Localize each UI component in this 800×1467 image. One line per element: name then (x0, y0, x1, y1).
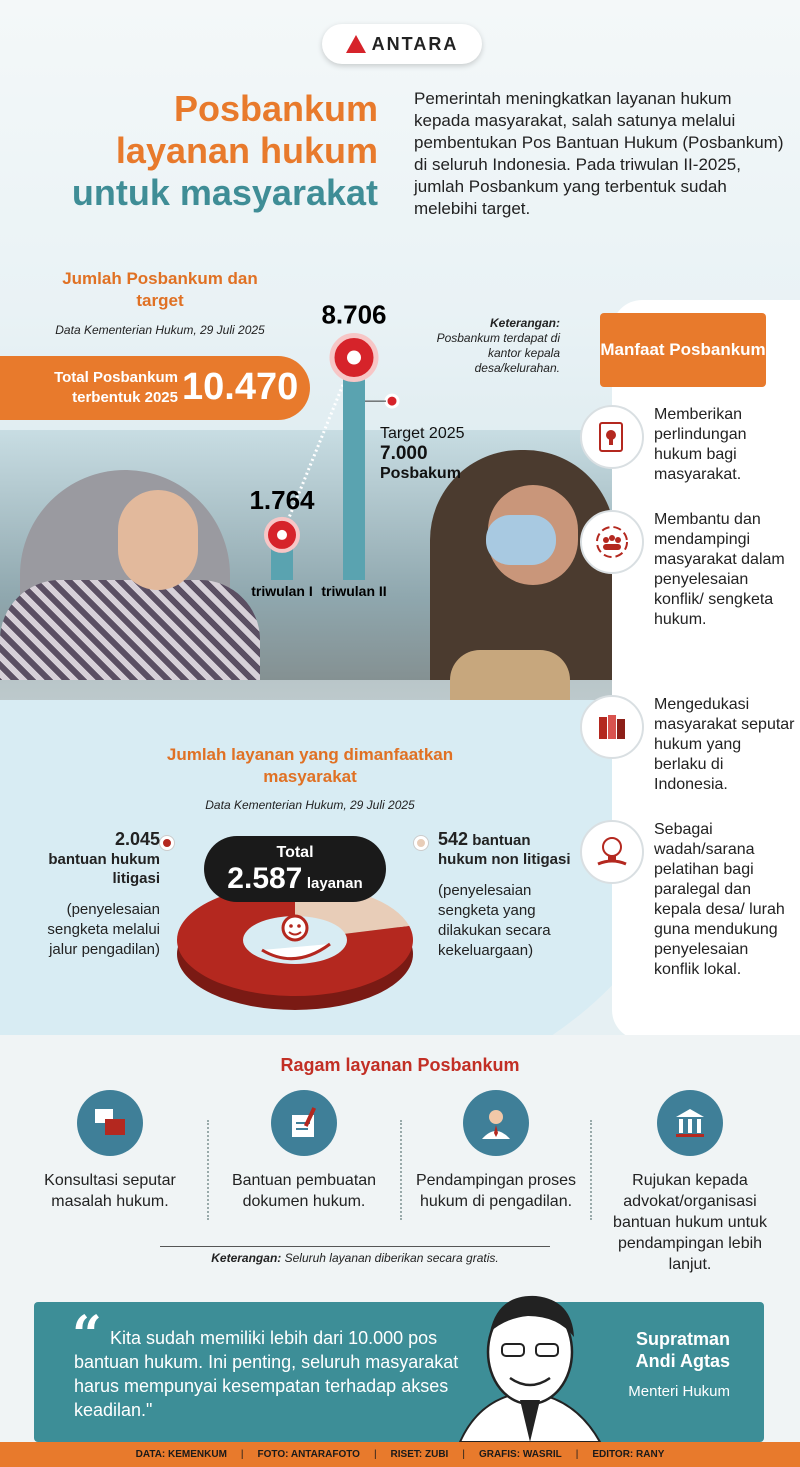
title-line-2: layanan hukum (115, 130, 378, 171)
nonlitigasi-desc: (penyelesaian sengketa yang dilakukan secara kekeluargaan) (438, 882, 551, 959)
page-title (0, 88, 378, 214)
ragam-note (160, 1246, 550, 1265)
antara-triangle-icon (346, 35, 366, 53)
ragam-divider (207, 1120, 209, 1220)
credit-editor: EDITOR: RANY (592, 1449, 665, 1460)
bar-value-triwulan-2: 8.706 (321, 299, 387, 330)
litigasi-block (40, 830, 160, 960)
litigasi-value: 2.045 (114, 829, 160, 849)
lawyer-person-icon (463, 1090, 529, 1156)
ragam-note-label: Keterangan: (211, 1251, 282, 1265)
speaker-portrait (440, 1282, 615, 1442)
quote-text (74, 1326, 474, 1422)
manfaat-text-2: Membantu dan mendampingi masyarakat dalam penyelesaian konflik/ sengketa hukum. (654, 511, 785, 628)
nonlitigasi-block (438, 830, 578, 961)
nonlitigasi-name-b: hukum non litigasi (438, 851, 571, 868)
target-unit: Posbakum (380, 465, 461, 482)
layanan-total-value: 2.587 (227, 862, 303, 895)
manfaat-text-1: Memberikan perlindungan hukum bagi masyarakat. (654, 406, 747, 483)
quote-mark-icon: “ (72, 1305, 102, 1366)
manfaat-title: Manfaat Posbankum (600, 313, 766, 387)
ragam-title: Ragam layanan Posbankum (280, 1055, 520, 1075)
category-label-triwulan-1: triwulan I (251, 583, 313, 599)
courthouse-icon (657, 1090, 723, 1156)
layanan-total-unit: layanan (306, 875, 363, 892)
antara-logo (322, 24, 482, 64)
litigasi-name: bantuan hukum litigasi (48, 851, 160, 887)
credit-data: DATA: KEMENKUM (135, 1449, 227, 1460)
chart-note-text: Posbankum terdapat di kantor kepala desa/kelurahan. (436, 331, 560, 375)
litigasi-legend-dot (160, 836, 174, 850)
intro-paragraph: Pemerintah meningkatkan layanan hukum kepada masyarakat, salah satunya melalui pembentukan Pos Bantuan Hukum (Posbankum) di seluruh Indonesia. Pada triwulan II-2025, jumlah Posbankum yang terbentuk sudah melebihi target. (414, 89, 784, 218)
layanan-total-label: Total (276, 844, 314, 861)
layanan-total-badge (204, 836, 386, 902)
speaker-name: Supratman Andi Agtas (635, 1329, 730, 1371)
ragam-divider (590, 1120, 592, 1220)
total-label: Total Posbankum terbentuk 2025 (54, 369, 178, 406)
ragam-text-2: Bantuan pembuatan dokumen hukum. (231, 1172, 377, 1210)
credits-footer: DATA: KEMENKUM | FOTO: ANTARAFOTO | RISET: ZUBI | GRAFIS: WASRIL | EDITOR: RANY (0, 1442, 800, 1467)
ragam-item (406, 1090, 586, 1212)
credit-foto: FOTO: ANTARAFOTO (257, 1449, 360, 1460)
ragam-text-1: Konsultasi seputar masalah hukum. (44, 1172, 176, 1210)
manfaat-text-3: Mengedukasi masyarakat seputar hukum yang berlaku di Indonesia. (654, 696, 795, 793)
lightbulb-hand-icon (580, 820, 644, 884)
title-line-3: untuk masyarakat (71, 172, 378, 213)
bar-value-triwulan-1: 1.764 (249, 484, 315, 515)
total-value: 10.470 (182, 366, 299, 408)
target-value: 7.000 (380, 443, 428, 464)
consultation-bubbles-icon (77, 1090, 143, 1156)
ragam-divider (400, 1120, 402, 1220)
title-line-1: Posbankum (173, 88, 378, 129)
speaker-block (612, 1328, 730, 1401)
law-books-icon (580, 695, 644, 759)
credit-riset: RISET: ZUBI (390, 1449, 449, 1460)
chart-source: Data Kementerian Hukum, 29 Juli 2025 (55, 323, 265, 337)
bar-triwulan-2 (343, 358, 365, 580)
bar-marker-inner-triwulan-2 (347, 351, 361, 365)
book-shield-icon (580, 405, 644, 469)
target-marker (386, 395, 398, 407)
speaker-role: Menteri Hukum (628, 1383, 730, 1400)
nonlitigasi-name-a: bantuan (472, 832, 531, 849)
ragam-text-4: Rujukan kepada advokat/organisasi bantuan hukum untuk pendampingan lebih lanjut. (613, 1172, 767, 1273)
ragam-text-3: Pendampingan proses hukum di pengadilan. (415, 1172, 577, 1210)
ragam-note-text: Seluruh layanan diberikan secara gratis. (284, 1251, 499, 1265)
chart-note-title: Keterangan: (489, 316, 560, 330)
target-label: Target 2025 (380, 425, 465, 442)
nonlitigasi-legend-dot (414, 836, 428, 850)
manfaat-text-4: Sebagai wadah/sarana pelatihan bagi paralegal dan kepala desa/ lurah guna mendukung penyelesaian konflik lokal. (654, 821, 785, 978)
logo-text: ANTARA (371, 33, 459, 54)
ragam-item (600, 1090, 780, 1275)
document-pen-icon (271, 1090, 337, 1156)
layanan-title: Jumlah layanan yang dimanfaatkan masyarakat (166, 745, 454, 786)
bar-marker-inner-triwulan-1 (277, 530, 287, 540)
ragam-item (20, 1090, 200, 1212)
nonlitigasi-value: 542 (438, 829, 469, 849)
quote-body: Kita sudah memiliki lebih dari 10.000 pos bantuan hukum. Ini penting, seluruh masyarakat harus mempunyai kesempatan terhadap akses keadilan." (74, 1328, 459, 1420)
credit-grafis: GRAFIS: WASRIL (478, 1449, 562, 1460)
chart-title: Jumlah Posbankum dan target (62, 269, 258, 310)
community-circle-icon (580, 510, 644, 574)
layanan-source: Data Kementerian Hukum, 29 Juli 2025 (205, 798, 415, 812)
category-label-triwulan-2: triwulan II (321, 583, 387, 599)
litigasi-desc: (penyelesaian sengketa melalui jalur pengadilan) (47, 901, 160, 958)
target-label-block (380, 424, 465, 484)
ragam-item (214, 1090, 394, 1212)
